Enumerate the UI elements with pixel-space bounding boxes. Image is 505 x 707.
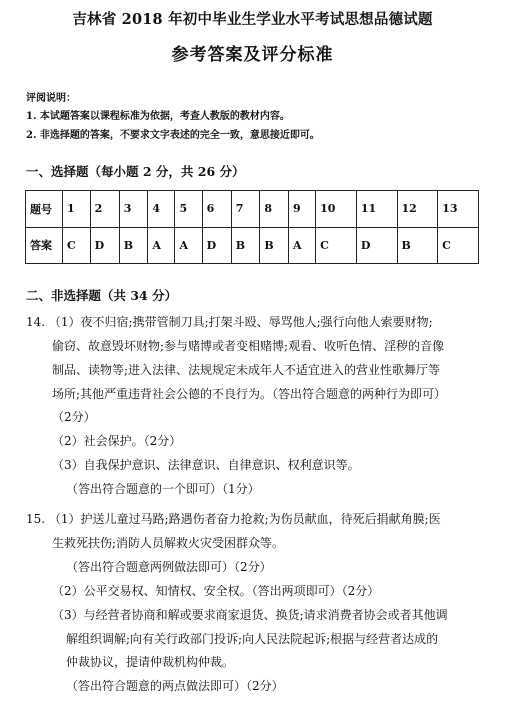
question-number: 5 xyxy=(175,191,202,228)
section1-title: 一、选择题（每小题 2 分，共 26 分） xyxy=(26,164,245,179)
answer-cell: C xyxy=(438,227,479,264)
question-number: 11 xyxy=(356,191,397,228)
question-number: 2 xyxy=(90,191,119,228)
note-item: 2. 非选择题的答案，不要求文字表述的完全一致，意思接近即可。 xyxy=(26,130,320,141)
row-label-number: 题号 xyxy=(26,191,63,228)
answer-line: 场所;其他严重违背社会公德的不良行为。（答出符合题意的两种行为即可） xyxy=(52,387,447,401)
note-item: 1. 本试题答案以课程标准为依据，考查人教版的教材内容。 xyxy=(26,111,290,122)
answer-cell: A xyxy=(289,227,316,264)
answer-cell: D xyxy=(356,227,397,264)
answer-cell: A xyxy=(148,227,175,264)
answer-line: （2分） xyxy=(52,410,96,424)
answer-cell: D xyxy=(90,227,119,264)
answer-line: （2）公平交易权、知情权、安全权。（答出两项即可）（2分） xyxy=(52,584,380,598)
answer-cell: A xyxy=(175,227,202,264)
answer-cell: B xyxy=(397,227,438,264)
answer-line: 制品、读物等;进入法律、法规规定未成年人不适宜进入的营业性歌舞厅等 xyxy=(52,363,441,377)
notes-heading: 评阅说明： xyxy=(26,93,76,104)
answer-line: （答出符合题意的两点做法即可）（2分） xyxy=(66,679,284,693)
question-number: 8 xyxy=(260,191,289,228)
question-number: 4 xyxy=(148,191,175,228)
answer-cell: D xyxy=(202,227,231,264)
answer-table xyxy=(25,190,479,264)
section2-title: 二、非选择题（共 34 分） xyxy=(26,288,178,303)
answer-cell: B xyxy=(231,227,260,264)
answer-cell: B xyxy=(260,227,289,264)
answer-cell: B xyxy=(119,227,148,264)
answer-line: 生救死扶伤;消防人员解救火灾受困群众等。 xyxy=(52,536,285,550)
answer-line: 偷窃、故意毁坏财物;参与赌博或者变相赌博;观看、收听色情、淫秽的音像 xyxy=(52,339,445,353)
answer-cell: C xyxy=(316,227,357,264)
question-number: 3 xyxy=(119,191,148,228)
answer-line: 14. （1）夜不归宿;携带管制刀具;打架斗殴、辱骂他人;强行向他人索要财物; xyxy=(26,315,433,329)
question-number: 12 xyxy=(397,191,438,228)
document-title: 吉林省 2018 年初中毕业生学业水平考试思想品德试题 xyxy=(72,11,433,28)
answer-line: （2）社会保护。（2分） xyxy=(52,434,182,448)
answer-line: （答出符合题意的一个即可）（1分） xyxy=(66,482,260,496)
question-number: 6 xyxy=(202,191,231,228)
row-label-answer: 答案 xyxy=(26,227,63,264)
answer-line: 解组织调解;向有关行政部门投诉;向人民法院起诉;根据与经营者达成的 xyxy=(66,632,439,646)
question-number: 13 xyxy=(438,191,479,228)
table-row-numbers xyxy=(26,191,479,228)
document-subtitle: 参考答案及评分标准 xyxy=(171,45,334,65)
answer-line: （答出符合题意两例做法即可）（2分） xyxy=(66,560,272,574)
question-number: 7 xyxy=(231,191,260,228)
answer-line: 仲裁协议，提请仲裁机构仲裁。 xyxy=(66,655,235,669)
question-number: 1 xyxy=(63,191,91,228)
answer-cell: C xyxy=(63,227,91,264)
question-number: 10 xyxy=(316,191,357,228)
answer-line: 15. （1）护送儿童过马路;路遇伤者奋力抢救;为伤员献血，待死后捐献角膜;医 xyxy=(26,512,441,526)
table-row-answers xyxy=(26,227,479,264)
question-number: 9 xyxy=(289,191,316,228)
answer-line: （3）与经营者协商和解或要求商家退货、换货;请求消费者协会或者其他调 xyxy=(52,608,448,622)
answer-line: （3）自我保护意识、法律意识、自律意识、权利意识等。 xyxy=(52,458,360,472)
